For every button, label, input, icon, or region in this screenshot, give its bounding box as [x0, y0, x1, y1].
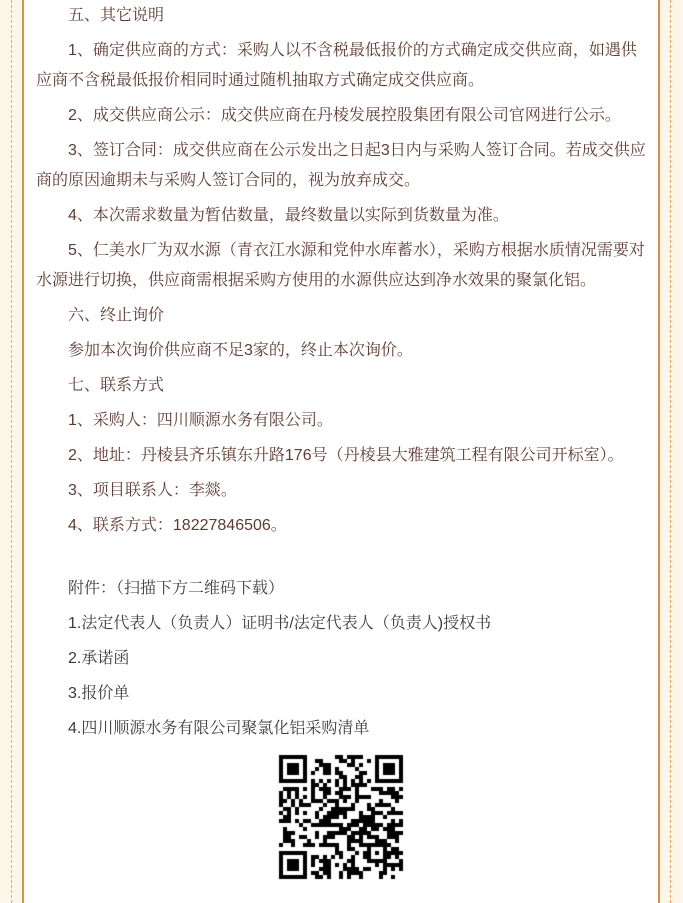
attachments-title: 附件：（扫描下方二维码下载） — [68, 580, 285, 597]
attachment-item: 2.承诺函 — [68, 650, 130, 667]
paragraph: 5、仁美水厂为双水源（青衣江水源和党仲水库蓄水），采购方根据水质情况需要对水源进行切换，供应商需根据采购方使用的水源供应达到净水效果的聚氯化铝。 — [36, 242, 645, 289]
article-panel — [22, 0, 660, 903]
attachment-item: 3.报价单 — [68, 685, 130, 702]
attachments-section — [36, 574, 646, 744]
paragraph: 1、确定供应商的方式：采购人以不含税最低报价的方式确定成交供应商，如遇供应商不含税最低报价相同时通过随机抽取方式确定成交供应商。 — [36, 42, 637, 89]
paragraph: 2、成交供应商公示：成交供应商在丹棱发展控股集团有限公司官网进行公示。 — [68, 107, 621, 124]
left-dashed-border — [11, 0, 12, 903]
section-heading-6: 六、终止询价 — [68, 307, 165, 324]
qr-code-icon[interactable] — [273, 749, 409, 885]
contact-item-person: 3、项目联系人：李燚。 — [68, 482, 237, 499]
paragraph: 参加本次询价供应商不足3家的，终止本次询价。 — [68, 342, 413, 359]
contact-item-phone: 4、联系方式：18227846506。 — [68, 517, 287, 534]
article-body — [36, 1, 646, 890]
paragraph: 4、本次需求数量为暂估数量，最终数量以实际到货数量为准。 — [68, 207, 509, 224]
section-heading-7: 七、联系方式 — [68, 377, 165, 394]
paragraph: 3、签订合同：成交供应商在公示发出之日起3日内与采购人签订合同。若成交供应商的原因逾期未与采购人签订合同的，视为放弃成交。 — [36, 142, 646, 189]
attachment-item: 4.四川顺源水务有限公司聚氯化铝采购清单 — [68, 720, 370, 737]
attachment-item: 1.法定代表人（负责人）证明书/法定代表人（负责人)授权书 — [68, 615, 492, 632]
section-heading-5: 五、其它说明 — [68, 7, 165, 24]
qr-code-container — [36, 749, 646, 890]
right-dashed-border — [670, 0, 671, 903]
contact-item-purchaser: 1、采购人：四川顺源水务有限公司。 — [68, 412, 333, 429]
contact-item-address: 2、地址：丹棱县齐乐镇东升路176号（丹棱县大雅建筑工程有限公司开标室）。 — [68, 447, 624, 464]
